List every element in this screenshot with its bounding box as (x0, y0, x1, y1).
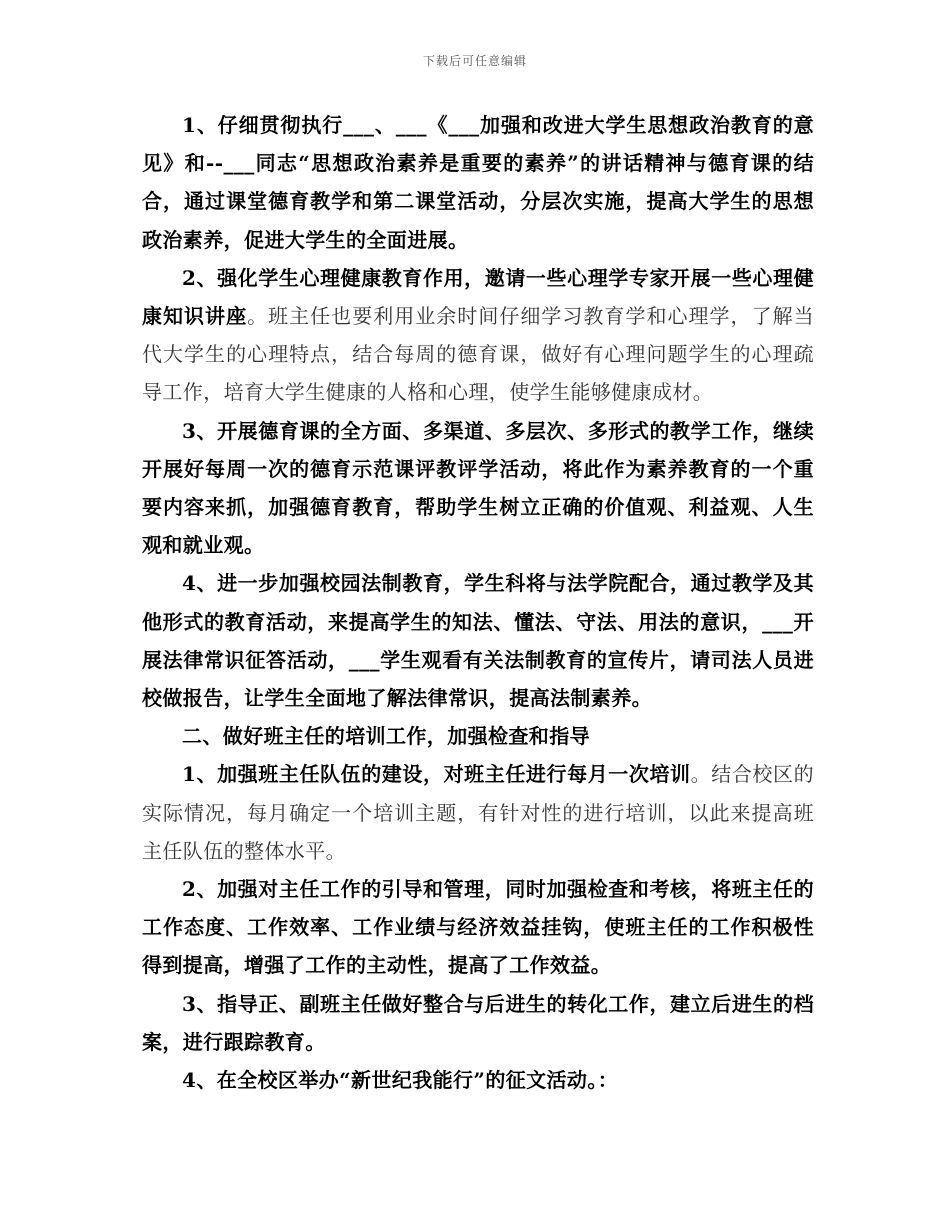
paragraph-bold-text: 1、加强班主任队伍的建设，对班主任进行每月一次培训 (182, 762, 691, 787)
paragraph-normal-text: 。班主任也要利用业余时间仔细学习教育学和心理学，了解当代大学生的心理特点，结合每周的德育课，做好有心理问题学生的心理疏导工作，培育大学生健康的人格和心理，使学生能够健康成材。 (142, 304, 815, 405)
section-heading (142, 717, 814, 755)
paragraph-bold-text: 二、做好班主任的培训工作，加强检查和指导 (182, 724, 590, 749)
paragraph-bold-text: 1、仔细贯彻执行___、___《___加强和改进大学生思想政治教育的意见》和--___同志“思想政治素养是重要的素养”的讲话精神与德育课的结合，通过课堂德育教学和第二课堂活动，分层次实施，提高大学生的思想政治素养，促进大学生的全面进展。 (142, 113, 814, 252)
page-header: 下载后可任意编辑 (422, 54, 527, 68)
paragraph-4 (142, 564, 814, 717)
paragraph-3 (142, 412, 814, 565)
paragraph-bold-text: 2、加强对主任工作的引导和管理，同时加强检查和考核，将班主任的工作态度、工作效率、工作业绩与经济效益挂钩，使班主任的工作积极性得到提高，增强了工作的主动性，提高了工作效益。 (142, 877, 814, 978)
paragraph-bold-text: 3、开展德育课的全方面、多渠道、多层次、多形式的教学工作，继续开展好每周一次的德育示范课评教评学活动，将此作为素养教育的一个重要内容来抓，加强德育教育，帮助学生树立正确的价值观、利益观、人生观和就业观。 (142, 418, 814, 558)
paragraph-5 (142, 755, 814, 870)
paragraph-8 (142, 1061, 814, 1099)
paragraph-bold-text: 3、指导正、副班主任做好整合与后进生的转化工作，建立后进生的档案，进行跟踪教育。 (142, 991, 814, 1054)
paragraph-bold-text: 2、强化学生心理健康教育作用，邀请一些心理学专家开展一些心理健康知识讲座 (142, 265, 814, 329)
paragraph-normal-text: 。结合校区的实际情况，每月确定一个培训主题，有针对性的进行培训，以此来提高班主任队伍的整体水平。 (142, 762, 815, 863)
paragraph-6 (142, 870, 814, 985)
paragraph-2 (142, 259, 814, 412)
paragraph-bold-text: 4、在全校区举办“新世纪我能行”的征文活动。： (182, 1068, 619, 1093)
paragraph-7 (142, 985, 814, 1061)
document-body (142, 106, 814, 1099)
paragraph-1 (142, 106, 814, 259)
paragraph-bold-text: 4、进一步加强校园法制教育，学生科将与法学院配合，通过教学及其他形式的教育活动，来提高学生的知法、懂法、守法、用法的意识，___开展法律常识征答活动，___学生观看有关法制教育的宣传片，请司法人员进校做报告，让学生全面地了解法律常识，提高法制素养。 (142, 571, 814, 711)
